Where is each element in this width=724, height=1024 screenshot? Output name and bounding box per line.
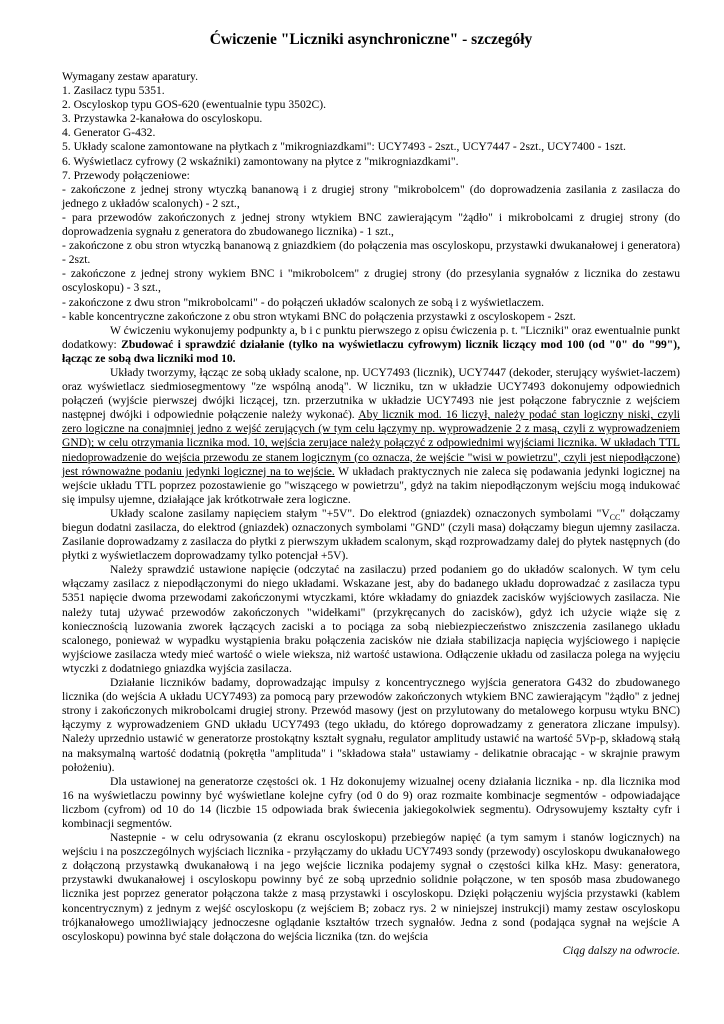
continued-note: Ciąg dalszy na odwrocie. [562, 943, 680, 957]
wire-item: - zakończone z jednej strony wtyczką bananową i z drugiej strony "mikrobolcem" (do doprowadzenia zasilania z zasilacza do jednego z układów scalonych) - 2 szt., [62, 182, 680, 210]
equipment-item: 6. Wyświetlacz cyfrowy (2 wskaźniki) zamontowany na płytce z "mikrogniazdkami". [62, 154, 459, 168]
equipment-item: 7. Przewody połączeniowe: [62, 168, 190, 182]
wire-item: - zakończone z jednej strony wykiem BNC i "mikrobolcem" z drugiej strony (do przesylania sygnałów z licznika do zestawu oscyloskopu) - 3 szt., [62, 267, 680, 295]
wire-item: - zakończone z dwu stron "mikrobolcami" - do połączeń układów scalonych ze sobą i z wyświetlaczem. [62, 295, 545, 309]
wire-item: - zakończone z obu stron wtyczką bananową z gniazdkiem (do połączenia mas oscyloskopu, przystawki dwukanałowej i generatora) - 2szt. [62, 239, 680, 267]
paragraph-oscilloscope: Nastepnie - w celu odrysowania (z ekranu oscyloskopu) przebiegów napięć (a tym samym i stanów logicznych) na wejściu i na poszczególnych wyjściach licznika - przyłączamy do układu UCY7493 sondy (przewody) oscyloskopu dwukanałowego z dołączoną przystawką dwukanałową i na jego wejście licznika podajemy sygnał o częstości kilka kHz. Masy: generatora, przystawki dwukanałowej i oscyloskopu powinny być ze sobą uprzednio solidnie połączone, w ten sposób masa zbudowanego licznika jest poprzez generator połączona także z masą przystawki i oscyloskopu. Dzięki połączeniu wyjścia przystawki (kablem koncentrycznym) z jednym z wejść oscyloskopu (z wejściem B; zobacz rys. 2 w niniejszej instrukcji) mamy zestaw oscyloskopu trójkanałowego umożliwiający jednoczesne oglądanie kształtów trzech sygnałów. Jedna z sond (podająca sygnał na wejście A oscyloskopu) powinna być stale dołączona do wejścia licznika (tzn. do wejścia [62, 831, 680, 943]
paragraph-text: Układy tworzymy, łącząc ze sobą układy scalone, np. UCY7493 (licznik), UCY7447 (dekoder, sterujący wyświet-laczem) oraz wyświetlacz siedmiosegmentowy "ze wspólną anodą". W liczniku, tzn w układzie UCY7493 dokonujemy odpowiednich połączeń (wyjście pierwszej dwójki liczącej, tzn. przerzutnika w układzie UCY7493 nie jest połączone fabrycznie z wejściem następnej dwójki i odpowiednie połączenie należy wykonać). [62, 365, 680, 422]
underlined-text: Aby licznik mod. 16 liczył, należy podać stan logiczny niski, czyli zero logiczne na conajmniej jedno z wejść zerujących (w tym celu łączymy np. wyprowadzenie 2 z masą, czyli z wyprowadzeniem GND); w celu otrzymania licznika mod. 10, wejścia zerujace należy połączyć z odpowiednimi wyjściami licznika. W układach TTL niedoprowadzenie do wejścia przewodu ze stanem logicznym (co oznacza, że wejście "wisi w powietrzu", czyli jest niepodłączone) jest równoważne podaniu jedynki logicznej na to wejście. [62, 408, 681, 478]
paragraph-text: " dołączamy biegun dodatni zasilacza, do elektrod (gniazdek) oznaczonych symbolami "GND" (czyli masa) dołączamy biegun ujemny zasilacza. Zasilanie doprowadzamy z zasilacza do płytki z pierwszym układem scalonym, skąd rozprowadzamy dalej do płytek następnych (do płytki z wyświetlaczem doprowadzamy tylko potencjał +5V). [62, 506, 680, 563]
document-page [62, 30, 680, 958]
equipment-list [62, 70, 680, 183]
equipment-item: 2. Oscyloskop typu GOS-620 (ewentualnie typu 3502C). [62, 98, 327, 112]
paragraph-task [62, 324, 680, 366]
paragraph-visual-check: Dla ustawionej na generatorze częstości ok. 1 Hz dokonujemy wizualnej oceny działania licznika - np. dla licznika mod 16 na wyświetlaczu powinny być wyświetlane kolejne cyfry (od 0 do 9) oraz rozmaite kombinacje segmentów - odpowiadające liczbom (cyfrom) od 10 do 14 (liczbie 15 odpowiada brak świecenia jakiegokolwiek segmentu). Odrysowujemy kształty cyfr i kombinacji segmentów. [62, 774, 680, 830]
equipment-item: 1. Zasilacz typu 5351. [62, 84, 165, 98]
paragraph-generator: Działanie liczników badamy, doprowadzając impulsy z koncentrycznego wyjścia generatora G432 do zbudowanego licznika (do wejścia A układu UCY7493) za pomocą pary przewodów zakończonych wtykiem BNC zawierającym "żądło" z jednej strony i zakończonych mikrobolcami drugiej strony. Przewód masowy (jest on przylutowany do metalowego korpusu wtyku BNC) łączymy z wyprowadzeniem GND układu UCY7493 (tego układu, do którego doprowadzamy z generatora zliczane impulsy). Należy uprzednio ustawić w generatorze prostokątny kształt sygnału, regulator amplitudy ustawić na wartość 5Vp-p, składową stałą na maksymalną wartość dodatnią (pokrętła "amplituda" i "składowa stała" ustawiamy - delikatnie obracając - w skrajnie prawym położeniu). [62, 676, 680, 774]
wire-item: - para przewodów zakończonych z jednej strony wtykiem BNC zawierającym "żądło" i mikrobolcami z drugiej strony (do doprowadzenia sygnału z generatora do zbudowanego licznika) - 1 szt., [62, 210, 680, 239]
wire-item: - kable koncentryczne zakończone z obu stron wtykami BNC do połączenia przystawki z oscyloskopem - 2szt. [62, 309, 576, 323]
paragraph-circuits [62, 366, 680, 507]
paragraph-text: W układach praktycznych nie zaleca się podawania jedynki logicznej na wejście układu TTL poprzez pozostawienie go "wiszącego w powietrzu", gdyż na takim niepodłączonym wejściu mogą indukować się impulsy ujemne, działające jak krótkotrwałe zera logiczne. [62, 464, 680, 506]
paragraph-text: Układy scalone zasilamy napięciem stałym "+5V". Do elektrod (gniazdek) oznaczonych symbolami "V [110, 506, 610, 520]
equipment-item: 4. Generator G-432. [62, 126, 156, 140]
paragraph-text: W ćwiczeniu wykonujemy podpunkty a, b i c punktu pierwszego z opisu ćwiczenia p. t. "Liczniki" oraz ewentualnie punkt dodatkowy: [62, 323, 680, 351]
vcc-subscript: CC [609, 512, 621, 522]
paragraph-power [62, 507, 680, 563]
page-title: Ćwiczenie "Liczniki asynchroniczne" - szczegóły [209, 31, 533, 48]
equipment-item: 3. Przystawka 2-kanałowa do oscyloskopu. [62, 112, 263, 126]
task-bold-text: Zbudować i sprawdzić działanie (tylko na wyświetlaczu cyfrowym) licznik liczący mod 100 (od "0" do "99"), łącząc ze sobą dwa liczniki mod 10. [62, 337, 680, 365]
equipment-heading: Wymagany zestaw aparatury. [62, 70, 198, 83]
paragraph-voltage-check: Należy sprawdzić ustawione napięcie (odczytać na zasilaczu) przed podaniem go do układów scalonych. W tym celu włączamy zasilacz z niepodłączonymi do niego układami. Wskazane jest, aby do badanego układu doprowadzać z zasilacza typu 5351 napięcie dwoma przewodami zakończonymi wtyczkami, które wkładamy do gniazdek zacisków wyjściowych zasilacza. Nie należy tutaj używać przewodów zakończonych "widełkami" (przykręcanych do zacisków), gdyż ich użycie wiąże się z koniecznością luzowania zworek łączących zaciski a to pociąga za sobą niebiezpieczeństwo zniszczenia zasilanego układu scalonego, ponieważ w wypadku wystąpienia braku połączenia zacisków nie działa stabilizacja napięcia wyjściowego i napięcie wyjściowe zasilacza wtedy mieć wartość o wiele wieksza, niż wartość ustawiona. Odłączenie układu od zasilacza polega na wyjęciu wtyczki z dodatniego gniazdka wyjścia zasilacza. [62, 563, 680, 675]
equipment-item: 5. Układy scalone zamontowane na płytkach z "mikrogniazdkami": UCY7493 - 2szt., UCY7447 - 2szt., UCY7400 - 1szt. [62, 140, 626, 154]
